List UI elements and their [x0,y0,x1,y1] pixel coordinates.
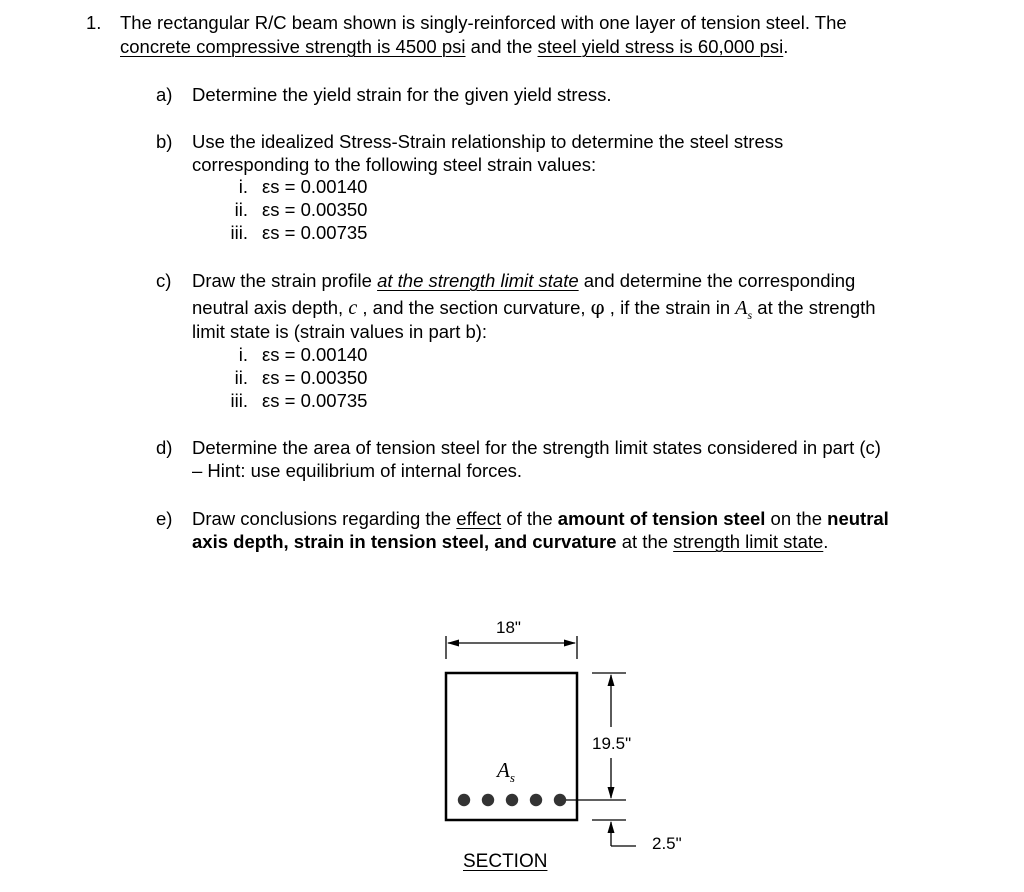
rebar-circle [554,794,566,806]
concrete-strength-text: concrete compressive strength is 4500 psi [120,36,466,57]
part-a-label: a) [156,84,173,105]
rebar-circle [458,794,470,806]
part-c-label: c) [156,270,172,291]
rebar-layer [458,794,566,806]
strength-limit-state-emphasis: at the strength limit state [377,270,579,291]
steel-area-symbol: $A_s$ [735,297,753,322]
cover-label: 2.5" [652,834,682,853]
part-e-label: e) [156,508,173,529]
part-b-line2: corresponding to the following steel strain values: [192,154,597,175]
problem-intro-line1: The rectangular R/C beam shown is singly-reinforced with one layer of tension steel. The [120,12,847,33]
problem-intro-line2: concrete compressive strength is 4500 psi and the steel yield stress is 60,000 psi. [120,36,789,57]
part-a-text: Determine the yield strain for the given yield stress. [192,84,612,105]
depth-label: 19.5" [592,734,632,753]
part-d-line1: Determine the area of tension steel for the strength limit states considered in part (c) [192,437,881,458]
problem-number: 1. [86,12,102,33]
rebar-circle [482,794,494,806]
steel-area-label: $A_s$ [497,758,515,786]
steel-yield-text: steel yield stress is 60,000 psi [537,36,784,57]
curvature-symbol: φ [590,295,605,319]
width-label: 18" [496,618,521,637]
rebar-circle [506,794,518,806]
part-d-label: d) [156,437,173,458]
cover-dimension [608,821,637,846]
neutral-axis-symbol: c [348,297,358,319]
part-e-line2: axis depth, strain in tension steel, and curvature at the strength limit state. [192,531,829,552]
part-e-line1: Draw conclusions regarding the effect of the amount of tension steel on the neutral [192,508,889,529]
part-c-line3: limit state is (strain values in part b): [192,321,488,342]
part-d-line2: – Hint: use equilibrium of internal forces. [192,460,523,481]
part-c-line1: Draw the strain profile at the strength limit state and determine the corresponding [192,270,856,291]
section-caption: SECTION [463,851,548,872]
part-b-line1: Use the idealized Stress-Strain relationship to determine the steel stress [192,131,784,152]
rebar-circle [530,794,542,806]
width-dimension [446,636,577,659]
part-c-line2: neutral axis depth, c , and the section curvature, φ , if the strain in $A_s$ at the strength [192,295,876,322]
part-b-label: b) [156,131,173,152]
